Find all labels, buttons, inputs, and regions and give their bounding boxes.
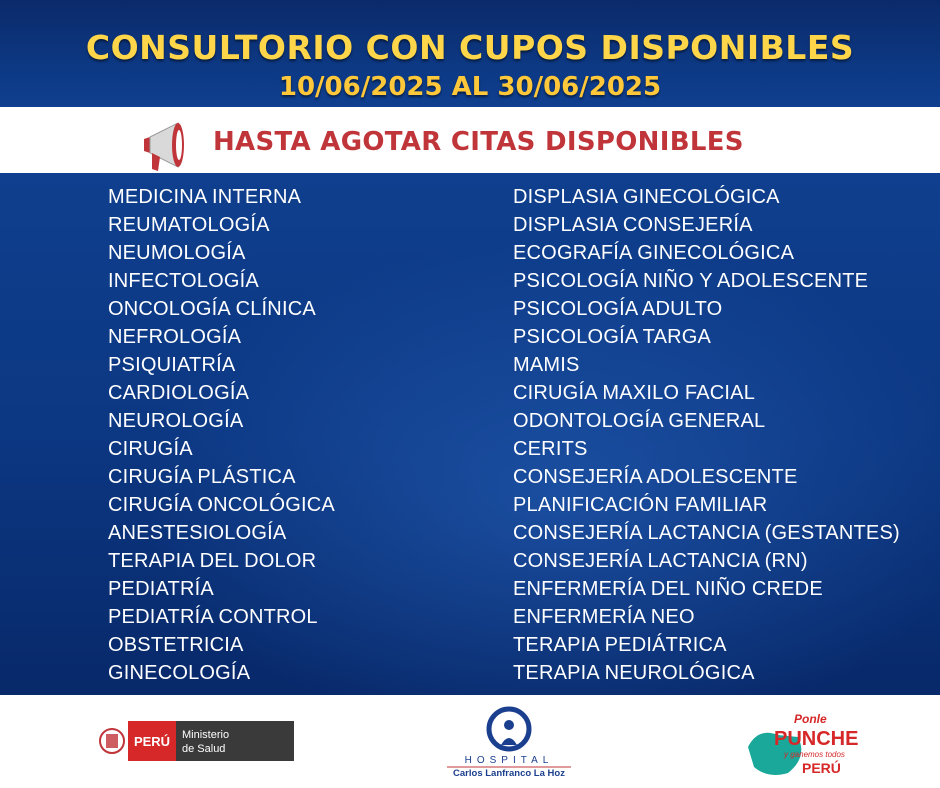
punche-line4: PERÚ — [802, 760, 841, 776]
specialty-item: PEDIATRÍA — [108, 578, 214, 600]
specialty-item: PSICOLOGÍA NIÑO Y ADOLESCENTE — [513, 270, 869, 292]
specialty-item: NEUROLOGÍA — [108, 410, 244, 432]
punche-peru-logo — [738, 707, 868, 783]
specialty-item: NEUMOLOGÍA — [108, 242, 246, 264]
megaphone-icon — [138, 113, 192, 173]
punche-line1: Ponle — [794, 712, 827, 726]
minsa-country: PERÚ — [133, 734, 171, 749]
specialty-item: ONCOLOGÍA CLÍNICA — [108, 298, 316, 320]
specialty-item: PSIQUIATRÍA — [108, 354, 236, 376]
specialty-item: REUMATOLOGÍA — [108, 214, 270, 236]
punche-line3: y ganemos todos — [784, 750, 845, 759]
banner-text: HASTA AGOTAR CITAS DISPONIBLES — [213, 127, 744, 157]
specialty-item: ODONTOLOGÍA GENERAL — [513, 410, 766, 432]
specialty-item: PEDIATRÍA CONTROL — [108, 606, 318, 628]
specialty-item: ANESTESIOLOGÍA — [108, 522, 287, 544]
specialties-panel — [0, 173, 940, 695]
banner — [0, 107, 940, 173]
specialty-item: ENFERMERÍA DEL NIÑO CREDE — [513, 578, 823, 600]
date-range: 10/06/2025 AL 30/06/2025 — [278, 72, 662, 102]
specialty-item: PLANIFICACIÓN FAMILIAR — [513, 494, 768, 516]
specialty-item: TERAPIA PEDIÁTRICA — [513, 634, 727, 656]
specialty-item: INFECTOLOGÍA — [108, 270, 259, 292]
page-title: CONSULTORIO CON CUPOS DISPONIBLES — [85, 28, 855, 67]
header-band — [0, 0, 940, 107]
specialty-item: MEDICINA INTERNA — [108, 186, 302, 208]
specialty-item: MAMIS — [513, 354, 580, 376]
specialty-item: CIRUGÍA ONCOLÓGICA — [108, 494, 335, 516]
specialty-item: PSICOLOGÍA ADULTO — [513, 298, 723, 320]
footer-logos — [0, 695, 940, 788]
punche-line2: PUNCHE — [774, 728, 859, 750]
specialty-item: TERAPIA NEUROLÓGICA — [513, 662, 755, 684]
specialty-item: CERITS — [513, 438, 588, 460]
specialty-item: CIRUGÍA MAXILO FACIAL — [513, 382, 756, 404]
specialty-item: CONSEJERÍA LACTANCIA (RN) — [513, 550, 808, 572]
specialty-item: DISPLASIA GINECOLÓGICA — [513, 186, 780, 208]
minsa-line2: de Salud — [182, 743, 226, 755]
hospital-word: HOSPITAL — [464, 755, 554, 766]
specialties-left-column — [108, 183, 335, 687]
specialty-item: DISPLASIA CONSEJERÍA — [513, 214, 753, 236]
specialty-item: CIRUGÍA PLÁSTICA — [108, 466, 296, 488]
specialty-item: CIRUGÍA — [108, 438, 193, 460]
specialty-item: TERAPIA DEL DOLOR — [108, 550, 317, 572]
specialty-item: NEFROLOGÍA — [108, 326, 242, 348]
minsa-logo — [98, 721, 298, 761]
minsa-line1: Ministerio — [182, 729, 230, 741]
specialty-item: CONSEJERÍA LACTANCIA (GESTANTES) — [513, 522, 900, 544]
specialty-item: GINECOLOGÍA — [108, 662, 251, 684]
hospital-logo — [443, 705, 575, 781]
specialty-item: CONSEJERÍA ADOLESCENTE — [513, 466, 798, 488]
specialty-item: OBSTETRICIA — [108, 634, 244, 656]
hospital-name: Carlos Lanfranco La Hoz — [453, 768, 565, 779]
specialty-item: CARDIOLOGÍA — [108, 382, 250, 404]
specialty-item: PSICOLOGÍA TARGA — [513, 326, 712, 348]
specialty-item: ENFERMERÍA NEO — [513, 606, 695, 628]
specialties-right-column — [513, 183, 900, 687]
specialty-item: ECOGRAFÍA GINECOLÓGICA — [513, 242, 795, 264]
